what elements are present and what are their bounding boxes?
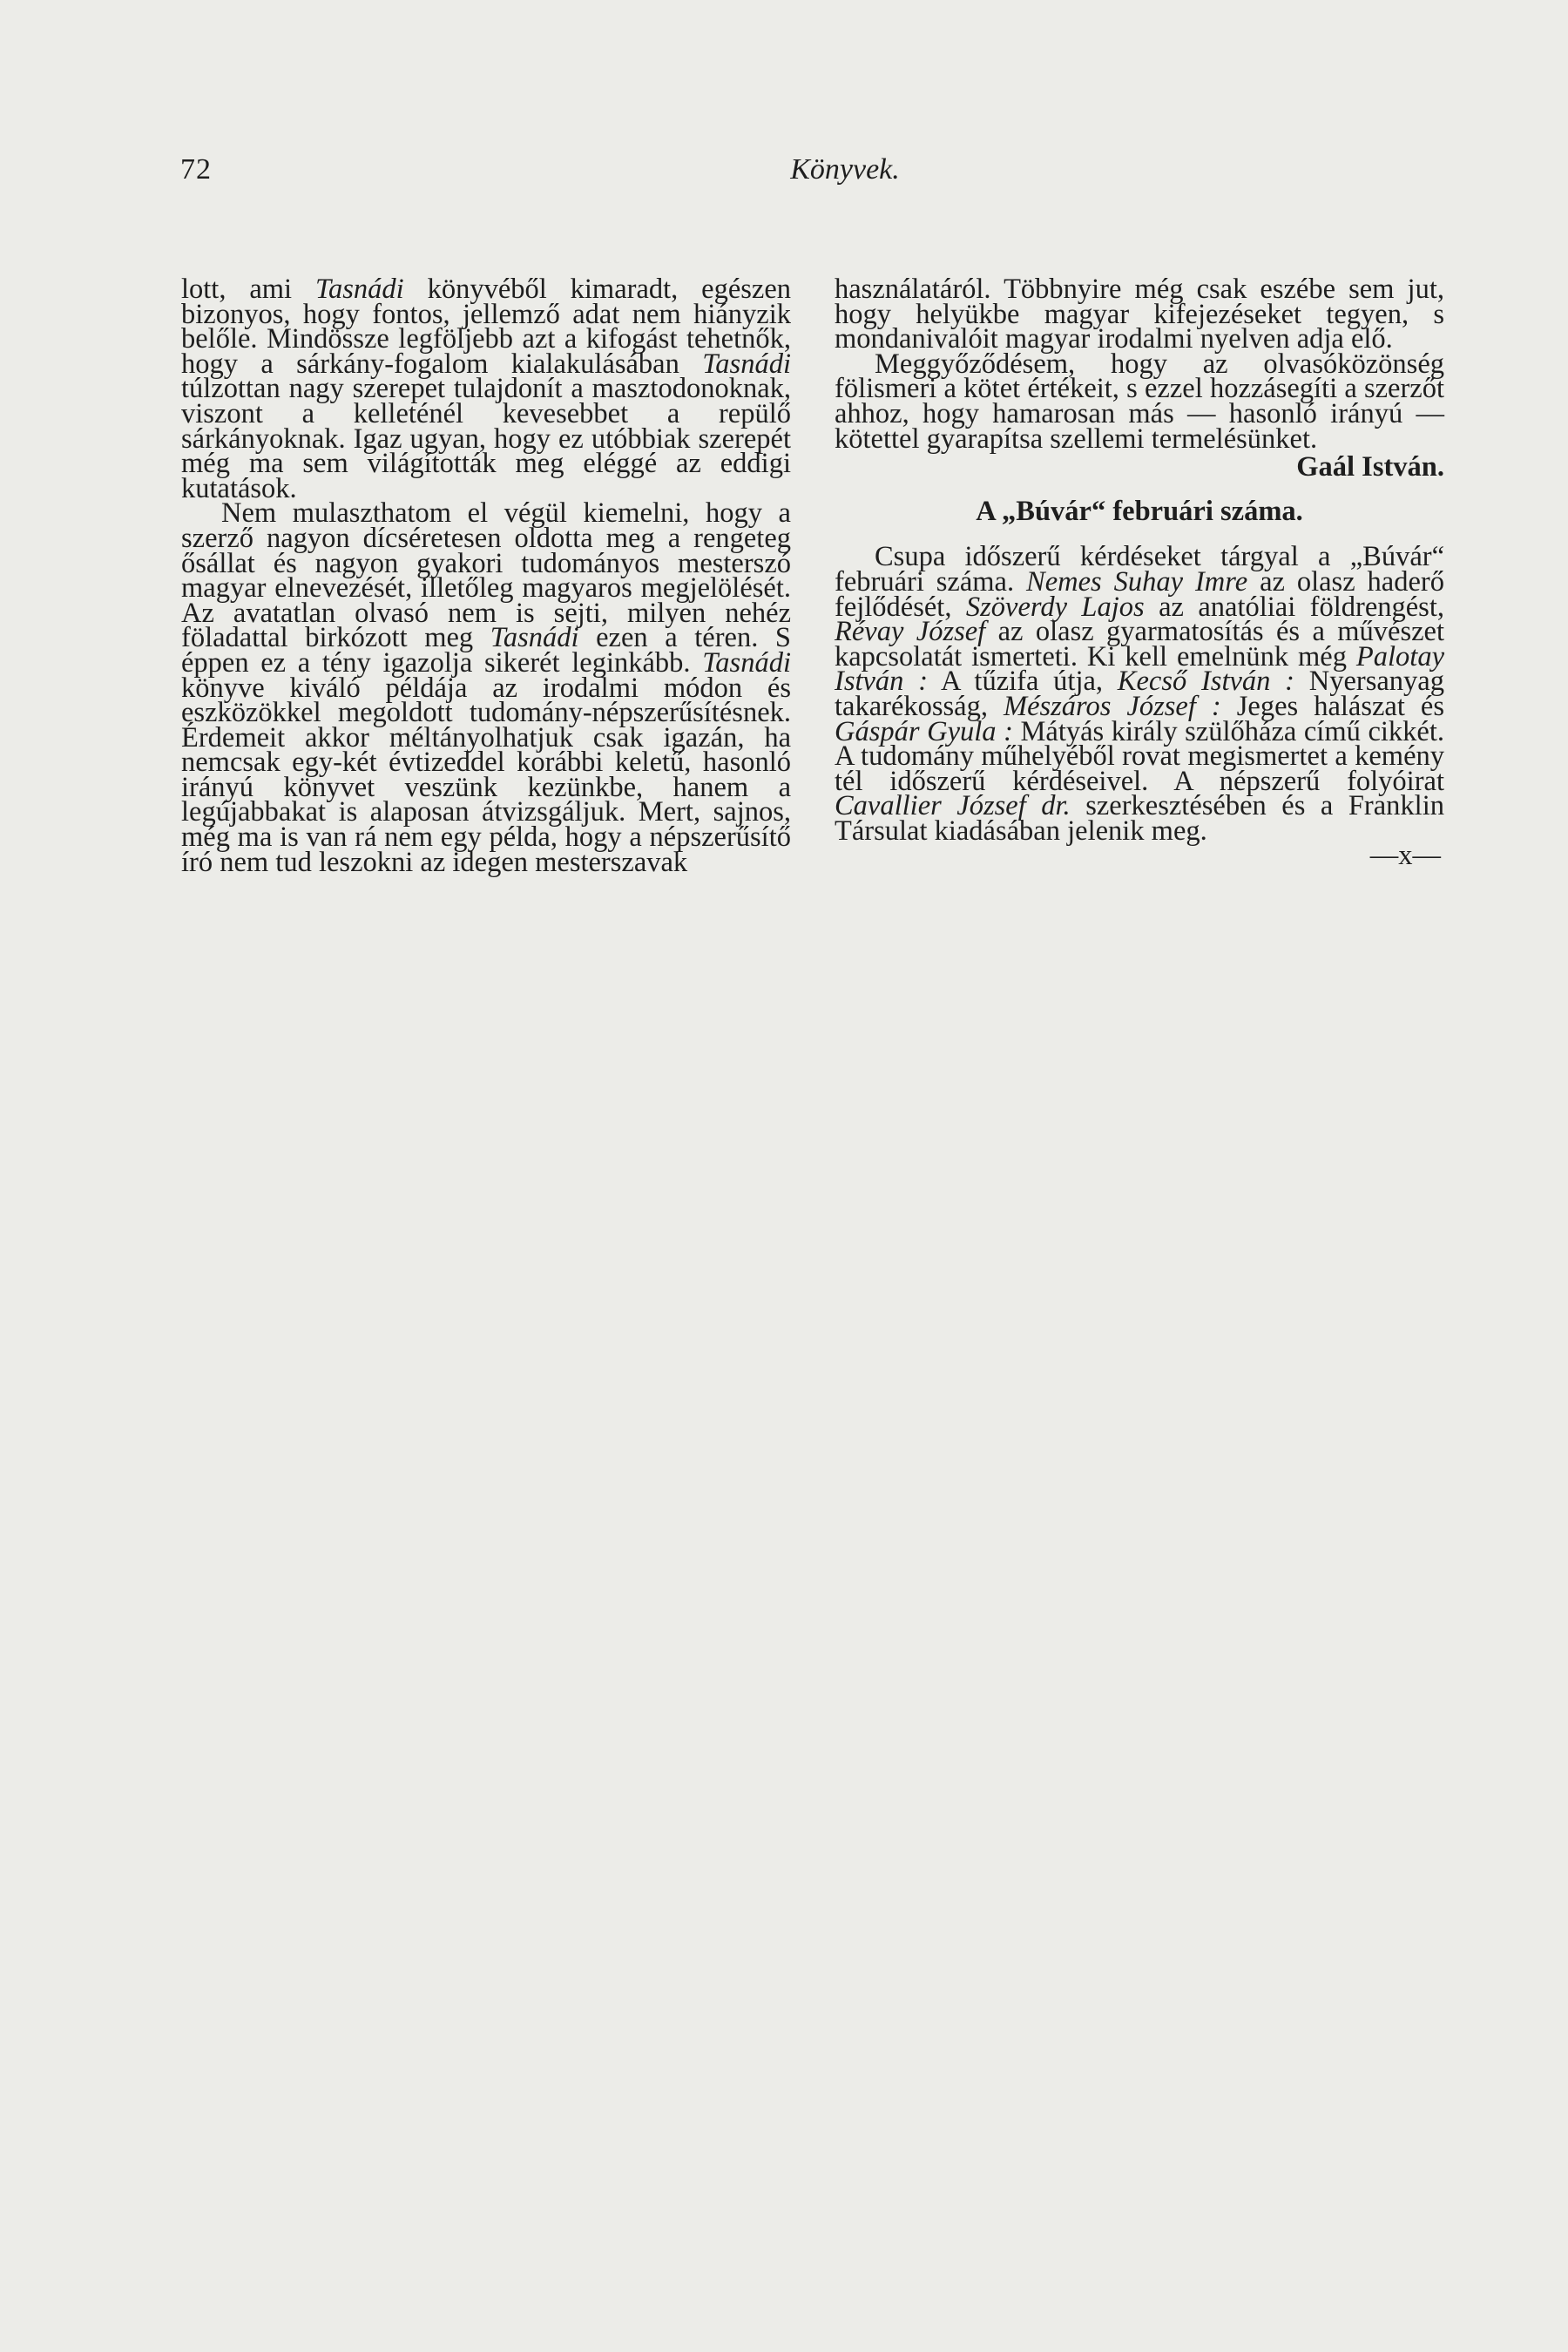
author-name: Tasnádi [702,348,791,380]
editor-name: Cavallier József dr. [835,790,1071,822]
text-run: az olasz gyarmatosítás és a művészet kapcsolatát ismerteti. Ki kell emelnünk még [835,616,1444,672]
review-signature: Gaál István. [1296,451,1444,483]
text-run: szerkesztésében és a Franklin Társulat kiadásában jelenik meg. [835,790,1444,847]
paragraph [835,541,1444,847]
author-name: Nemes Suhay Imre [1026,565,1248,598]
paragraph [181,274,791,504]
end-mark: —x— [1369,840,1441,872]
right-column [835,274,1444,872]
text-run: Nyersanyag takarékosság, [835,666,1444,722]
text-run: az olasz haderő fejlődését, [835,565,1444,623]
text-run: Mátyás király szülőháza című cikkét. A tudomány műhelyéből rovat megismertet a kemény tél időszerű kérdéseivel. A népszerű folyóirat [835,715,1444,797]
text-run: túlzottan nagy szerepet tulajdonít a masztodonoknak, viszont a kelleténél kevesebbet a repülő sárkányoknak. Igaz ugyan, hogy ez utóbbiak szerepét még ma sem világították meg eléggé az eddigi kutatások. [181,373,791,504]
text-run: Csupa időszerű kérdéseket tárgyal a „Búvár“ februári száma. [835,541,1444,598]
page-number: 72 [180,153,212,186]
author-name: Kecső István : [1117,666,1294,698]
running-title: Könyvek. [790,153,900,186]
author-name: Tasnádi [490,622,579,654]
paragraph: Meggyőződésem, hogy az olvasóközönség fölismeri a kötet értékeit, s ezzel hozzásegíti a szerzőt ahhoz, hogy hamarosan más — hasonló irányú — kötettel gyarapítsa szellemi termelésünket. [835,348,1444,455]
text-run: Jeges halászat és [1220,690,1444,722]
author-name: Szöverdy Lajos [965,591,1145,623]
author-name: Palotay István : [835,640,1444,698]
text-run: A tűzifa útja, [928,666,1118,698]
author-name: Gáspár Gyula : [835,715,1013,747]
author-name: Tasnádi [702,646,791,679]
paragraph: használatáról. Többnyire még csak eszébe sem jut, hogy helyükbe magyar kifejezéseket tegyen, s mondanivalóit magyar irodalmi nyelven adja elő. [835,274,1444,355]
section-heading: A „Búvár“ februári száma. [976,495,1303,527]
author-name: Tasnádi [314,274,404,305]
text-run: könyve kiváló példája az irodalmi módon és eszközökkel megoldott tudomány-népszerűsítésnek. Érdemeit akkor méltányolhatjuk csak igazán, ha nemcsak egy-két évtizeddel korábbi keletű, hasonló irányú könyvet veszünk kezünkbe, hanem a legújabbakat is alaposan átvizsgáljuk. Mert, sajnos, még ma is van rá nem egy példa, hogy a népszerűsítő író nem tud leszokni az idegen mesterszavak [181,672,791,878]
left-column [181,274,791,878]
text-run: Nem mulaszthatom el végül kiemelni, hogy a szerző nagyon dícséretesen oldotta meg a rengeteg ősállat és nagyon gyakori tudományos mesterszó magyar elnevezését, illetőleg magyaros megjelölését. Az avatatlan olvasó nem is sejti, milyen nehéz föladattal birkózott meg [181,497,791,654]
text-run: könyvéből kimaradt, egészen bizonyos, hogy fontos, jellemző adat nem hiányzik belőle. Mindössze legföljebb azt a kifogást tehetnők, hogy a sárkány-fogalom kialakulásában [181,274,791,380]
author-name: Mészáros József : [1004,690,1221,722]
text-run: ezen a téren. S éppen ez a tény igazolja sikerét leginkább. [181,622,791,679]
text-run: az anatóliai földrengést, [1144,591,1444,623]
paragraph [181,497,791,878]
text-run: lott, ami [181,274,315,305]
author-name: Révay József [835,616,986,648]
